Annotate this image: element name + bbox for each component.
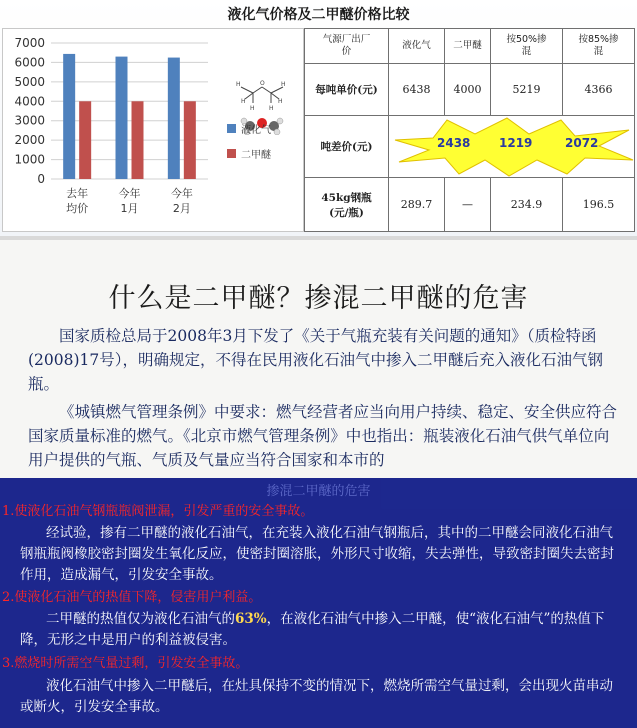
hazard-1-body: 经试验，掺有二甲醚的液化石油气，在充装入液化石油气钢瓶后，其中的二甲醚会同液化石油气钢瓶瓶阀橡胶密封圈发生氧化反应，使密封圈溶胀，外形尺寸收缩，失去弹性，导致密封圈失去密封作用，造成漏气，引发安全事故。 (20, 525, 614, 583)
x-category-label: 2月 (172, 202, 191, 215)
x-category-label: 去年 (66, 187, 89, 200)
y-tick-label: 0 (37, 172, 45, 186)
bar-dme (184, 101, 196, 179)
chart-legend (227, 121, 271, 171)
cell-mix85-cylinder-price: 196.5 (563, 178, 635, 232)
header-lpg: 液化气 (389, 29, 445, 64)
x-category-label: 1月 (120, 202, 139, 215)
header-source-price: 气源厂出厂价 (305, 29, 389, 64)
cell-lpg-cylinder-price: 289.7 (389, 178, 445, 232)
x-category-label: 今年 (170, 187, 193, 200)
y-tick-label: 3000 (14, 113, 45, 128)
hazard-3-body: 液化石油气中掺入二甲醚后，在灶具保持不变的情况下，燃烧所需空气量过剩，会出现火苗串动或断火，引发安全事故。 (20, 678, 613, 715)
y-tick-label: 4000 (14, 94, 45, 109)
y-tick-label: 7000 (14, 36, 45, 50)
row-label-price-diff: 吨差价(元) (305, 116, 389, 178)
price-bar-chart (2, 28, 304, 232)
calorific-percent-highlight: 63% (235, 611, 267, 627)
legend-item-lpg (227, 121, 271, 136)
cell-lpg-unit-price: 6438 (389, 64, 445, 116)
hazards-overlay-panel (0, 478, 637, 728)
bar-lpg (63, 54, 75, 179)
price-diff-value-mix85: 2072 (565, 136, 599, 150)
hazard-2-heading: 2.使液化石油气的热值下降，侵害用户利益。 (2, 590, 262, 605)
bar-lpg (116, 57, 128, 179)
table-header-row (305, 29, 635, 64)
price-diff-value-dme: 2438 (437, 136, 471, 150)
regulation-paragraph-1: 国家质检总局于2008年3月下发了《关于气瓶充装有关问题的通知》（质检特函(2008)17号），明确规定，不得在民用液化石油气中掺入二甲醚后充入液化石油气钢瓶。 (28, 327, 604, 393)
cell-dme-cylinder-price: — (445, 178, 491, 232)
bar-dme (132, 101, 144, 179)
svg-text:H: H (250, 105, 255, 112)
legend-label-lpg: 液化气 (241, 125, 271, 136)
header-mix-50: 按50%掺混 (491, 29, 563, 64)
price-diff-burst-cell (389, 116, 635, 178)
legend-label-dme: 二甲醚 (241, 150, 271, 161)
header-mix-85: 按85%掺混 (563, 29, 635, 64)
svg-text:O: O (260, 80, 265, 87)
hazard-2-body: 二甲醚的热值仅为液化石油气的63%，在液化石油气中掺入二甲醚，使“液化石油气”的热值下降，无形之中是用户的利益被侵害。 (20, 611, 605, 648)
hazard-1-heading: 1.使液化石油气钢瓶瓶阀泄漏，引发严重的安全事故。 (2, 504, 314, 519)
hazard-3-heading: 3.燃烧时所需空气量过剩，引发安全事故。 (2, 656, 249, 671)
row-label-cylinder-price: 45kg钢瓶(元/瓶) (305, 178, 389, 232)
y-tick-label: 2000 (14, 133, 45, 148)
row-label-unit-price: 每吨单价(元) (305, 64, 389, 116)
header-dme: 二甲醚 (445, 29, 491, 64)
svg-text:H: H (281, 81, 286, 88)
legend-item-dme (227, 146, 271, 161)
slide1-title: 液化气价格及二甲醚价格比较 (227, 7, 410, 23)
svg-text:H: H (241, 98, 246, 105)
x-category-label: 均价 (66, 202, 89, 215)
y-tick-label: 1000 (14, 152, 45, 167)
table-row-price-diff (305, 116, 635, 178)
price-comparison-slide (0, 0, 637, 236)
slide2-title: 什么是二甲醚？掺混二甲醚的危害 (108, 283, 529, 314)
y-tick-label: 6000 (14, 55, 45, 70)
table-row-cylinder-price (305, 178, 635, 232)
svg-text:H: H (236, 81, 241, 88)
bar-lpg (168, 58, 180, 179)
overlay-title: 掺混二甲醚的危害 (266, 484, 371, 499)
cell-mix85-unit-price: 4366 (563, 64, 635, 116)
svg-text:H: H (269, 105, 274, 112)
legend-swatch-dme (227, 149, 236, 158)
y-tick-label: 5000 (14, 74, 45, 89)
regulation-paragraph-2: 《城镇燃气管理条例》中要求：燃气经营者应当向用户持续、稳定、安全供应符合国家质量标准的燃气。《北京市燃气管理条例》中也指出：瓶装液化石油气供气单位向用户提供的气瓶、气质及气量应当符合国家和本市的 (28, 403, 618, 469)
price-table (304, 28, 635, 232)
table-row-unit-price (305, 64, 635, 116)
price-diff-value-mix50: 1219 (499, 136, 533, 150)
cell-dme-unit-price: 4000 (445, 64, 491, 116)
x-category-label: 今年 (118, 187, 141, 200)
cell-mix50-unit-price: 5219 (491, 64, 563, 116)
legend-swatch-lpg (227, 124, 236, 133)
svg-text:H: H (278, 98, 283, 105)
bar-dme (79, 101, 91, 179)
cell-mix50-cylinder-price: 234.9 (491, 178, 563, 232)
